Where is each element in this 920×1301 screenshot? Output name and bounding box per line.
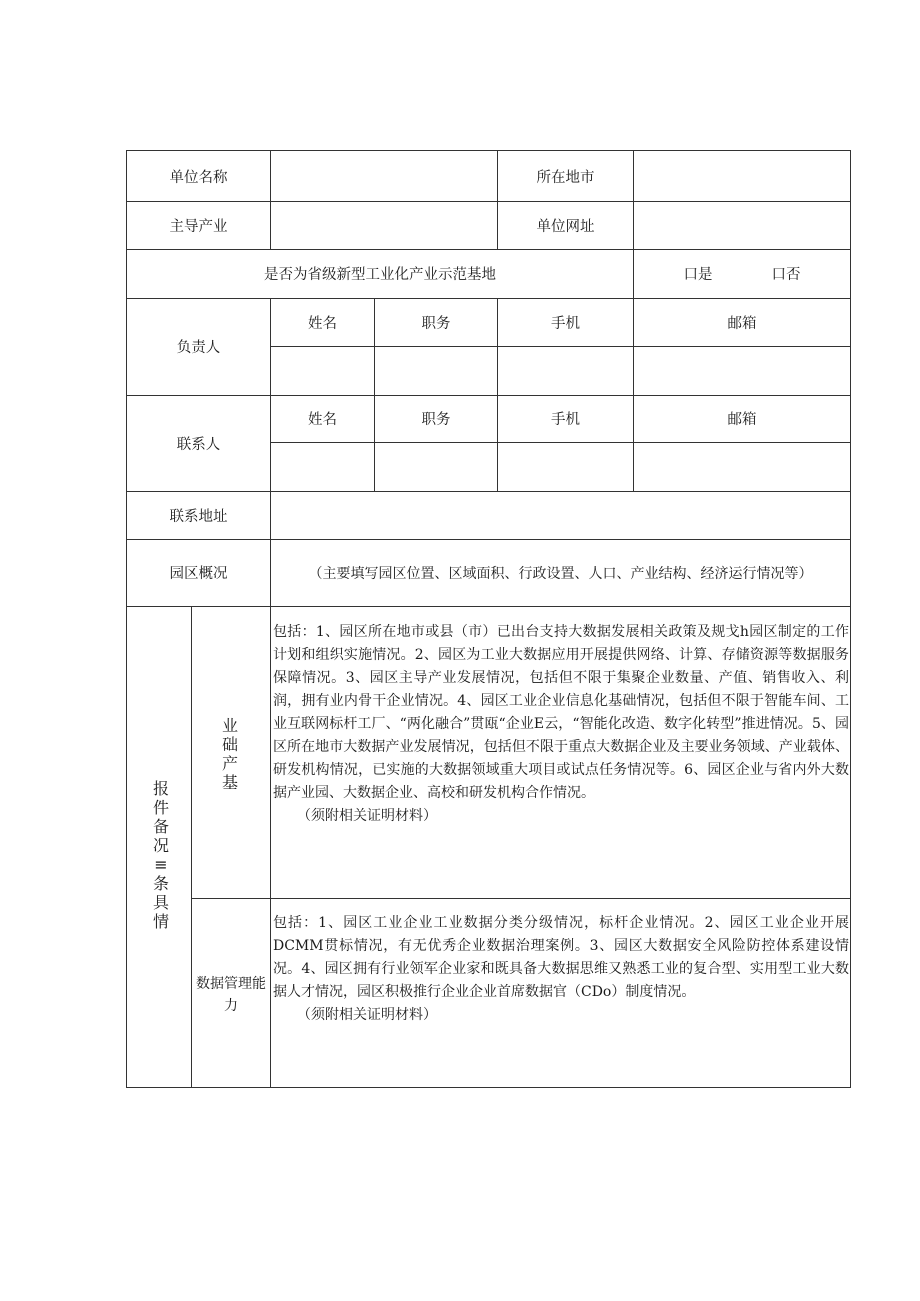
industry-base-label: 业础产基 (222, 716, 239, 792)
city-field[interactable] (634, 151, 850, 201)
col-phone-header: 手机 (551, 315, 580, 332)
industry-base-note: （须附相关证明材料） (297, 808, 437, 824)
col-divider (270, 606, 271, 1088)
website-field[interactable] (634, 201, 850, 249)
unit-name-field[interactable] (271, 151, 497, 201)
overview-hint[interactable]: （主要填写园区位置、区域面积、行政设置、人口、产业结构、经济运行情况等） (308, 565, 813, 582)
base-question: 是否为省级新型工业化产业示范基地 (264, 267, 496, 283)
col-position-header: 职务 (421, 315, 451, 332)
address-field[interactable] (271, 491, 850, 539)
unit-name-label: 单位名称 (169, 169, 228, 186)
col-email-header: 邮箱 (727, 315, 757, 332)
col-name-header: 姓名 (308, 315, 337, 332)
website-label: 单位网址 (536, 218, 595, 235)
data-mgmt-content[interactable] (273, 912, 849, 1027)
contact-name-field[interactable] (271, 443, 374, 491)
industry-label: 主导产业 (169, 218, 228, 235)
col-name-header: 姓名 (308, 412, 337, 428)
application-form-table (126, 150, 851, 1088)
industry-base-content[interactable] (273, 621, 849, 828)
head-phone-field[interactable] (498, 347, 633, 395)
contact-phone-field[interactable] (498, 443, 633, 491)
contact-position-field[interactable] (375, 443, 497, 491)
head-person-label: 负责人 (176, 340, 221, 356)
sub-row-divider (191, 898, 850, 899)
head-position-field[interactable] (375, 347, 497, 395)
contact-person-label: 联系人 (176, 436, 221, 453)
city-label: 所在地市 (536, 169, 595, 186)
industry-field[interactable] (271, 201, 497, 249)
data-mgmt-note: （须附相关证明材料） (297, 1007, 437, 1023)
data-mgmt-label: 数据管理能力 (196, 976, 266, 1014)
address-label: 联系地址 (169, 508, 228, 525)
conditions-label: 报件备况≡条具情 (153, 779, 170, 931)
overview-label: 园区概况 (169, 566, 228, 582)
col-phone-header: 手机 (551, 412, 580, 428)
col-position-header: 职务 (421, 412, 451, 428)
base-options (634, 249, 850, 298)
option-no-checkbox[interactable]: 口否 (771, 267, 801, 283)
contact-email-field[interactable] (634, 443, 850, 491)
option-yes-checkbox[interactable]: 口是 (683, 267, 713, 283)
data-mgmt-text: 包括：1、园区工业企业工业数据分类分级情况，标杆企业情况。2、园区工业企业开展DCMM贯标情况，有无优秀企业数据治理案例。3、园区大数据安全风险防控体系建设情况。4、园区拥有行业领军企业家和既具备大数据思维又熟悉工业的复合型、实用型工业大数据人才情况，园区积极推行企业企业首席数据官（CDo）制度情况。 (273, 915, 849, 1000)
industry-base-text: 包括：1、园区所在地市或县（市）已出台支持大数据发展相关政策及规戈h园区制定的工作计划和组织实施情况。2、园区为工业大数据应用开展提供网络、计算、存储资源等数据服务保障情况。3、园区主导产业发展情况，包括但不限于集聚企业数量、产值、销售收入、利润，拥有业内骨干企业情况。4、园区工业企业信息化基础情况，包括但不限于智能车间、工业互联网标杆工厂、“两化融合”贯瓯“企业E云，“智能化改造、数字化转型”推进情况。5、园区所在地市大数据产业发展情况，包括但不限于重点大数据企业及主要业务领域、产业载体、研发机构情况，已实施的大数据领域重大项目或试点任务情况等。6、园区企业与省内外大数据产业园、大数据企业、高校和研发机构合作情况。 (273, 624, 849, 801)
row-divider (127, 606, 850, 607)
head-name-field[interactable] (271, 347, 374, 395)
head-email-field[interactable] (634, 347, 850, 395)
col-email-header: 邮箱 (727, 412, 757, 428)
